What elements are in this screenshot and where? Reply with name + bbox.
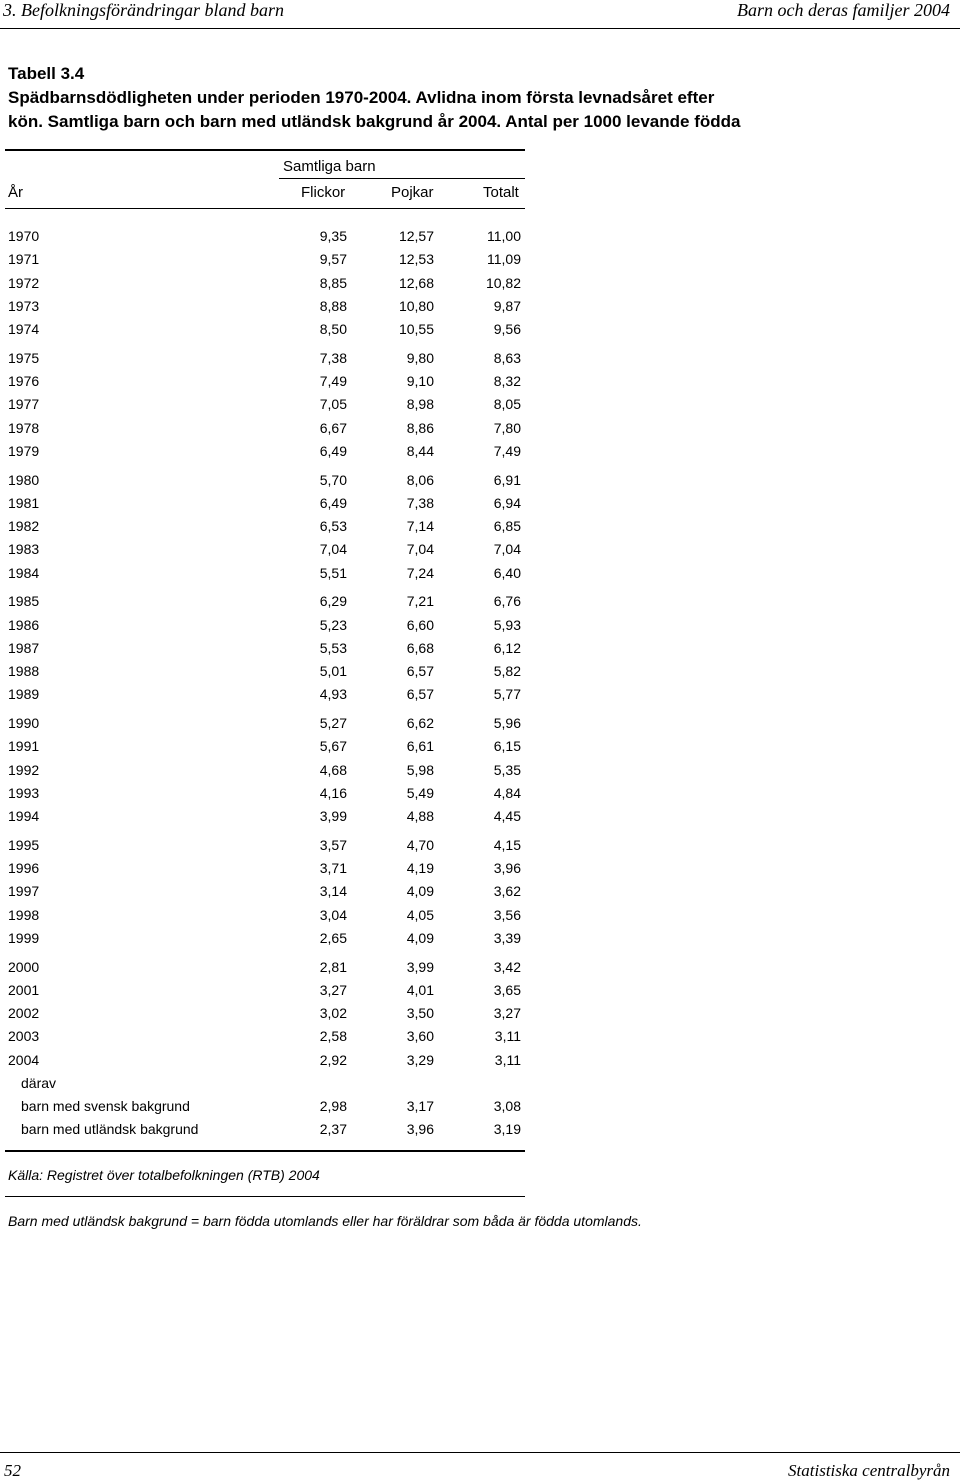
row-year: 1972 xyxy=(8,274,40,291)
row-girls: 8,88 xyxy=(319,297,347,314)
row-boys: 8,44 xyxy=(406,442,434,459)
table-row xyxy=(0,785,960,805)
row-girls: 7,38 xyxy=(319,349,347,366)
row-total: 3,39 xyxy=(493,929,521,946)
row-total: 5,77 xyxy=(493,686,521,703)
row-year: 1973 xyxy=(8,297,40,314)
row-boys: 8,86 xyxy=(406,419,434,436)
table-row xyxy=(0,982,960,1002)
table-row xyxy=(0,1028,960,1048)
table-row xyxy=(0,251,960,271)
row-total: 8,63 xyxy=(493,349,521,366)
row-girls: 2,92 xyxy=(319,1051,347,1068)
subrow-label: barn med utländsk bakgrund xyxy=(21,1121,199,1138)
source-rule xyxy=(5,1196,525,1197)
row-girls: 6,49 xyxy=(319,442,347,459)
table-row xyxy=(0,321,960,341)
publication-title: Barn och deras familjer 2004 xyxy=(737,0,950,20)
row-girls: 7,49 xyxy=(319,373,347,389)
row-boys: 7,14 xyxy=(406,518,434,534)
header-rule xyxy=(0,28,960,29)
table-row xyxy=(0,593,960,613)
subrow-boys: 3,96 xyxy=(406,1121,434,1138)
row-boys: 7,24 xyxy=(406,564,434,581)
row-year: 2000 xyxy=(8,958,40,975)
subrow-label: barn med svensk bakgrund xyxy=(21,1098,190,1114)
row-total: 3,62 xyxy=(493,883,521,900)
table-row xyxy=(0,907,960,927)
table-row xyxy=(0,298,960,318)
running-head xyxy=(0,0,960,30)
row-year: 1970 xyxy=(8,228,40,244)
row-girls: 3,57 xyxy=(319,836,347,853)
table-row xyxy=(0,617,960,637)
table-row xyxy=(0,930,960,950)
row-total: 6,15 xyxy=(493,738,521,755)
table-row xyxy=(0,715,960,735)
row-boys: 5,98 xyxy=(406,761,434,778)
row-boys: 4,01 xyxy=(406,981,434,998)
table-row xyxy=(0,472,960,492)
row-total: 7,04 xyxy=(493,541,521,558)
row-boys: 12,57 xyxy=(398,228,434,244)
row-total: 6,85 xyxy=(493,518,521,534)
row-boys: 8,06 xyxy=(406,471,434,488)
row-boys: 7,21 xyxy=(406,593,434,610)
table-subrow xyxy=(0,1121,960,1141)
table-footnote: Barn med utländsk bakgrund = barn födda utomlands eller har föräldrar som båda är födda utomlands. xyxy=(8,1213,642,1229)
therein-label: därav xyxy=(21,1074,57,1091)
row-total: 9,56 xyxy=(493,321,521,337)
row-boys: 3,60 xyxy=(406,1028,434,1045)
subrow-boys: 3,17 xyxy=(406,1098,434,1114)
row-girls: 5,01 xyxy=(319,663,347,679)
row-girls: 9,35 xyxy=(319,228,347,244)
table-row xyxy=(0,738,960,758)
subrow-total: 3,19 xyxy=(493,1121,521,1138)
row-boys: 5,49 xyxy=(406,784,434,801)
row-girls: 4,93 xyxy=(319,686,347,703)
table-row xyxy=(0,640,960,660)
table-bottom-rule xyxy=(5,1150,525,1152)
header-bottom-rule xyxy=(5,208,525,209)
therein-row xyxy=(0,1075,960,1095)
row-year: 1975 xyxy=(8,349,40,366)
row-year: 1996 xyxy=(8,860,40,876)
row-total: 5,82 xyxy=(493,663,521,679)
row-girls: 3,99 xyxy=(319,808,347,824)
row-total: 6,12 xyxy=(493,639,521,656)
row-year: 1988 xyxy=(8,663,40,679)
page-number: 52 xyxy=(4,1461,21,1480)
row-year: 1984 xyxy=(8,564,40,581)
row-boys: 4,09 xyxy=(406,929,434,946)
row-girls: 9,57 xyxy=(319,251,347,268)
row-boys: 10,55 xyxy=(398,321,434,337)
row-boys: 3,50 xyxy=(406,1005,434,1021)
row-total: 3,56 xyxy=(493,906,521,923)
table-subrow xyxy=(0,1098,960,1118)
row-girls: 5,67 xyxy=(319,738,347,755)
row-girls: 4,16 xyxy=(319,784,347,801)
row-total: 4,15 xyxy=(493,836,521,853)
row-boys: 4,19 xyxy=(406,860,434,876)
row-year: 2003 xyxy=(8,1028,40,1045)
row-year: 1976 xyxy=(8,373,40,389)
row-year: 1987 xyxy=(8,639,40,656)
row-year: 1999 xyxy=(8,929,40,946)
row-boys: 6,57 xyxy=(406,686,434,703)
row-boys: 10,80 xyxy=(398,297,434,314)
row-boys: 12,53 xyxy=(398,251,434,268)
row-total: 6,76 xyxy=(493,593,521,610)
row-year: 1995 xyxy=(8,836,40,853)
row-year: 1979 xyxy=(8,442,40,459)
row-boys: 4,88 xyxy=(406,808,434,824)
table-row xyxy=(0,443,960,463)
row-girls: 2,81 xyxy=(319,958,347,975)
subrow-girls: 2,37 xyxy=(319,1121,347,1138)
row-year: 1980 xyxy=(8,471,40,488)
row-girls: 5,27 xyxy=(319,715,347,731)
row-year: 1992 xyxy=(8,761,40,778)
row-total: 4,45 xyxy=(493,808,521,824)
row-total: 3,96 xyxy=(493,860,521,876)
subrow-total: 3,08 xyxy=(493,1098,521,1114)
row-girls: 6,53 xyxy=(319,518,347,534)
row-girls: 6,29 xyxy=(319,593,347,610)
table-row xyxy=(0,808,960,828)
row-girls: 5,53 xyxy=(319,639,347,656)
row-boys: 7,04 xyxy=(406,541,434,558)
table-row xyxy=(0,883,960,903)
row-girls: 6,49 xyxy=(319,494,347,511)
row-girls: 6,67 xyxy=(319,419,347,436)
row-year: 1983 xyxy=(8,541,40,558)
row-total: 3,11 xyxy=(494,1028,521,1045)
header-total: Totalt xyxy=(483,184,519,201)
table-row xyxy=(0,373,960,393)
row-girls: 8,50 xyxy=(319,321,347,337)
row-boys: 6,57 xyxy=(406,663,434,679)
row-total: 6,94 xyxy=(493,494,521,511)
subrow-girls: 2,98 xyxy=(319,1098,347,1114)
column-group-rule xyxy=(279,178,525,179)
row-total: 3,11 xyxy=(494,1051,521,1068)
table-row xyxy=(0,396,960,416)
table-row xyxy=(0,686,960,706)
row-boys: 9,10 xyxy=(406,373,434,389)
table-row xyxy=(0,518,960,538)
row-total: 3,27 xyxy=(493,1005,521,1021)
row-year: 1985 xyxy=(8,593,40,610)
row-boys: 9,80 xyxy=(406,349,434,366)
table-title-line-2 xyxy=(8,110,908,134)
header-year: År xyxy=(8,184,23,201)
row-total: 8,05 xyxy=(493,396,521,413)
row-year: 2001 xyxy=(8,981,40,998)
row-girls: 5,51 xyxy=(319,564,347,581)
row-boys: 12,68 xyxy=(398,274,434,291)
row-girls: 2,58 xyxy=(319,1028,347,1045)
row-year: 1982 xyxy=(8,518,40,534)
row-boys: 4,70 xyxy=(406,836,434,853)
row-year: 1986 xyxy=(8,616,40,633)
row-boys: 8,98 xyxy=(406,396,434,413)
row-girls: 7,05 xyxy=(319,396,347,413)
table-row xyxy=(0,860,960,880)
row-total: 10,82 xyxy=(485,274,521,291)
row-boys: 4,05 xyxy=(406,906,434,923)
table-row xyxy=(0,959,960,979)
row-boys: 7,38 xyxy=(406,494,434,511)
row-boys: 6,62 xyxy=(406,715,434,731)
row-boys: 6,60 xyxy=(406,616,434,633)
row-total: 6,40 xyxy=(493,564,521,581)
row-year: 1971 xyxy=(8,251,40,268)
row-year: 2004 xyxy=(8,1051,40,1068)
row-girls: 5,70 xyxy=(319,471,347,488)
table-title xyxy=(8,62,908,134)
table-top-rule xyxy=(5,149,525,151)
table-row xyxy=(0,420,960,440)
row-girls: 7,04 xyxy=(319,541,347,558)
row-boys: 3,29 xyxy=(406,1051,434,1068)
row-total: 4,84 xyxy=(493,784,521,801)
row-girls: 2,65 xyxy=(319,929,347,946)
table-title-line-2-main: kön. Samtliga barn och barn med utländsk bakgrund år 2004. xyxy=(8,112,502,131)
row-year: 1990 xyxy=(8,715,40,731)
row-total: 11,09 xyxy=(487,251,521,268)
row-boys: 3,99 xyxy=(406,958,434,975)
row-total: 7,49 xyxy=(493,442,521,459)
row-year: 1977 xyxy=(8,396,40,413)
row-girls: 3,14 xyxy=(319,883,347,900)
table-title-line-1: Spädbarnsdödligheten under perioden 1970-2004. Avlidna inom första levnadsåret efter xyxy=(8,88,715,107)
row-total: 5,93 xyxy=(493,616,521,633)
table-row xyxy=(0,495,960,515)
row-girls: 3,27 xyxy=(319,981,347,998)
row-total: 8,32 xyxy=(493,373,521,389)
footer-rule xyxy=(0,1452,960,1453)
row-year: 2002 xyxy=(8,1005,40,1021)
column-group-header: Samtliga barn xyxy=(283,158,376,175)
row-year: 1991 xyxy=(8,738,40,755)
row-boys: 6,68 xyxy=(406,639,434,656)
header-boys: Pojkar xyxy=(391,184,434,201)
row-girls: 3,02 xyxy=(319,1005,347,1021)
row-year: 1998 xyxy=(8,906,40,923)
row-year: 1994 xyxy=(8,808,40,824)
table-row xyxy=(0,1005,960,1025)
table-row xyxy=(0,541,960,561)
row-year: 1993 xyxy=(8,784,40,801)
chapter-title: 3. Befolkningsförändringar bland barn xyxy=(3,0,285,20)
table-row xyxy=(0,565,960,585)
row-total: 5,96 xyxy=(493,715,521,731)
row-girls: 4,68 xyxy=(319,761,347,778)
table-row xyxy=(0,762,960,782)
row-total: 11,00 xyxy=(487,228,521,244)
row-girls: 5,23 xyxy=(319,616,347,633)
table-source: Källa: Registret över totalbefolkningen (RTB) 2004 xyxy=(8,1167,320,1183)
row-year: 1978 xyxy=(8,419,40,436)
table-unit-note: Antal per 1000 levande födda xyxy=(501,112,741,131)
table-row xyxy=(0,1052,960,1072)
row-year: 1981 xyxy=(8,494,40,511)
header-girls: Flickor xyxy=(301,184,346,201)
table-row xyxy=(0,228,960,248)
row-girls: 3,71 xyxy=(319,860,347,876)
row-girls: 8,85 xyxy=(319,274,347,291)
row-year: 1989 xyxy=(8,686,40,703)
table-number: Tabell 3.4 xyxy=(8,64,85,83)
row-total: 9,87 xyxy=(493,297,521,314)
row-year: 1997 xyxy=(8,883,40,900)
table-row xyxy=(0,275,960,295)
table-row xyxy=(0,350,960,370)
row-total: 3,42 xyxy=(493,958,521,975)
row-total: 7,80 xyxy=(493,419,521,436)
row-year: 1974 xyxy=(8,321,40,337)
row-boys: 6,61 xyxy=(406,738,434,755)
table-row xyxy=(0,837,960,857)
row-boys: 4,09 xyxy=(406,883,434,900)
row-total: 6,91 xyxy=(493,471,521,488)
row-total: 3,65 xyxy=(493,981,521,998)
table-row xyxy=(0,663,960,683)
row-girls: 3,04 xyxy=(319,906,347,923)
publisher: Statistiska centralbyrån xyxy=(788,1461,950,1480)
row-total: 5,35 xyxy=(493,761,521,778)
